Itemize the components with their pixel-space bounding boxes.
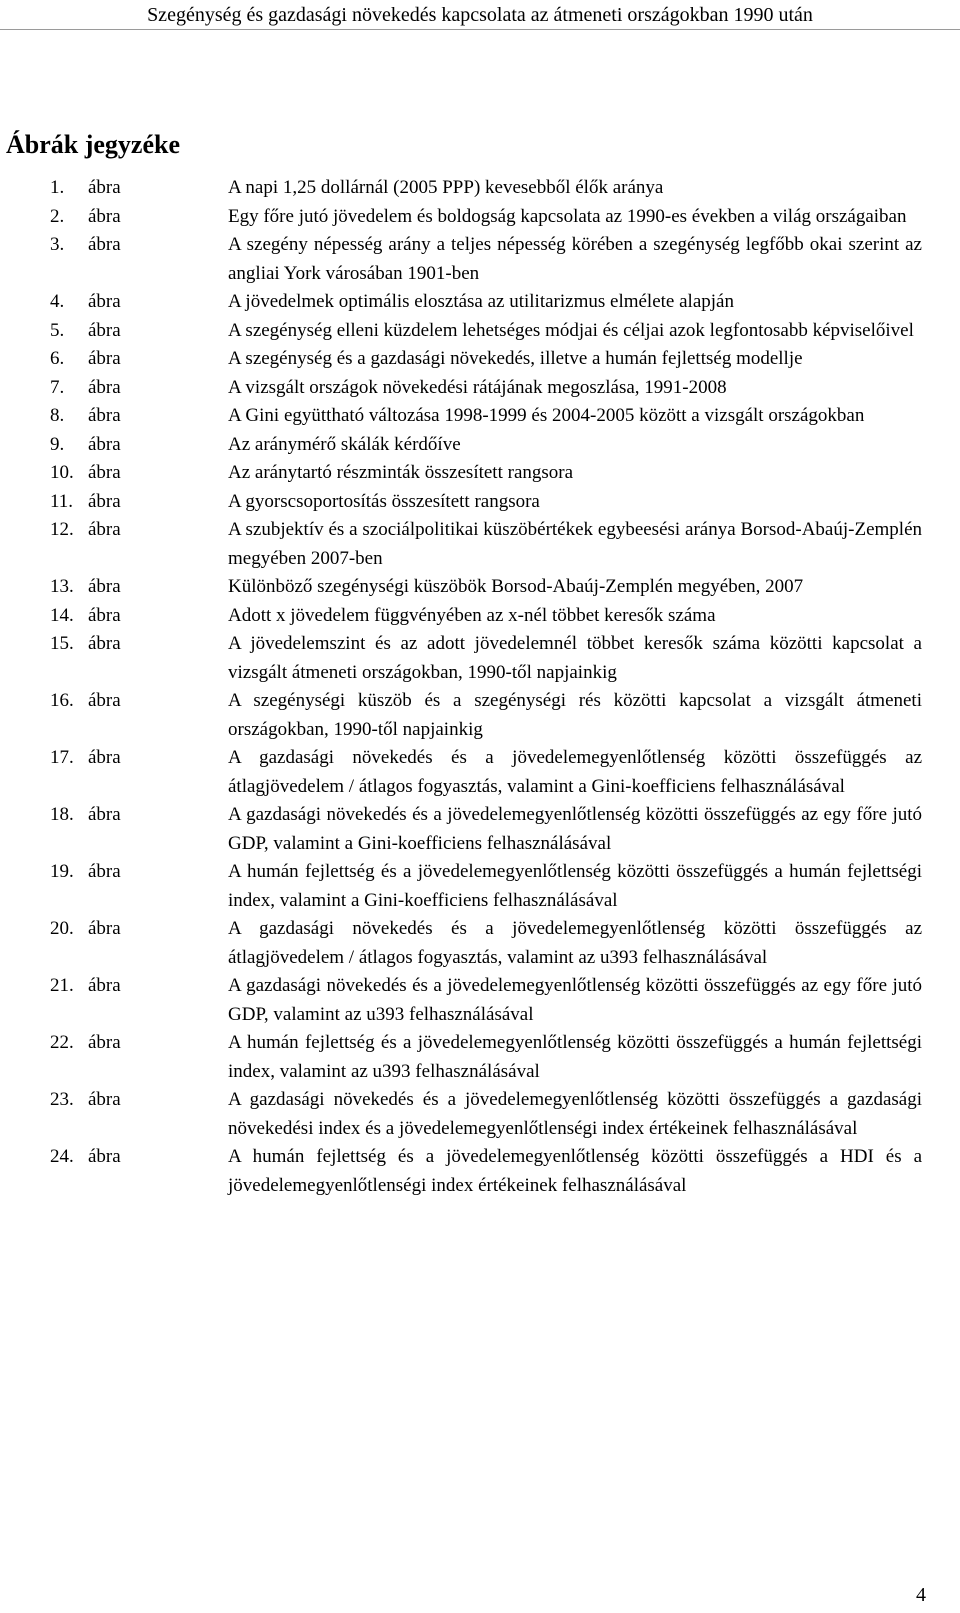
running-header	[0, 0, 960, 30]
figure-label: ábra	[88, 177, 121, 198]
figure-number: 11.	[50, 490, 74, 512]
figure-label: ábra	[88, 405, 121, 426]
figure-number: 4.	[50, 291, 65, 312]
figure-number: 16.	[50, 690, 74, 711]
figure-number: 5.	[50, 319, 65, 341]
list-item	[50, 801, 950, 858]
figure-title: A humán fejlettség és a jövedelemegyenlőtlenség közötti összefüggés a HDI és a jövedelemegyenlőtlenségi index értékeinek felhasználásával	[228, 1146, 922, 1196]
figure-number: 2.	[50, 205, 65, 227]
figure-number: 22.	[50, 1032, 74, 1053]
figure-title: A szegénység elleni küzdelem lehetséges módjai és céljai azok legfontosabb képviselőivel	[228, 319, 914, 341]
list-item	[50, 744, 950, 801]
figure-number: 6.	[50, 348, 65, 369]
figure-title: A szegénység és a gazdasági növekedés, illetve a humán fejlettség modellje	[228, 348, 803, 369]
figure-label: ábra	[88, 861, 121, 882]
list-item	[50, 573, 950, 602]
figure-title: Egy főre jutó jövedelem és boldogság kapcsolata az 1990-es években a világ országaiban	[228, 205, 907, 227]
figure-number: 1.	[50, 177, 65, 198]
list-item	[50, 459, 950, 488]
figure-label: ábra	[88, 205, 121, 227]
figure-number: 13.	[50, 576, 74, 597]
figure-title: A gazdasági növekedés és a jövedelemegyenlőtlenség közötti összefüggés az átlagjövedelem / átlagos fogyasztás, valamint az u393 felhasználásával	[228, 918, 922, 968]
figure-number: 9.	[50, 433, 65, 455]
figure-label: ábra	[88, 1032, 121, 1053]
list-item	[50, 1029, 950, 1086]
figure-label: ábra	[88, 576, 121, 597]
list-item	[50, 915, 950, 972]
figure-title: Az aránytartó részminták összesített rangsora	[228, 462, 574, 483]
list-item	[50, 203, 950, 232]
figure-title: A vizsgált országok növekedési rátájának megoszlása, 1991-2008	[228, 376, 727, 398]
figure-label: ábra	[88, 234, 121, 255]
figure-number: 14.	[50, 604, 74, 626]
list-item	[50, 431, 950, 460]
figure-number: 18.	[50, 804, 74, 825]
figure-number: 17.	[50, 747, 74, 768]
figure-label: ábra	[88, 690, 121, 711]
figure-title: Az aránymérő skálák kérdőíve	[228, 433, 461, 455]
figure-title: A gazdasági növekedés és a jövedelemegyenlőtlenség közötti összefüggés az egy főre jutó GDP, valamint a Gini-koefficiens felhasználásával	[228, 804, 922, 854]
figure-title: A Gini együttható változása 1998-1999 és 2004-2005 között a vizsgált országokban	[228, 405, 865, 426]
list-item	[50, 231, 950, 288]
figure-title: A gyorscsoportosítás összesített rangsora	[228, 490, 540, 512]
figure-number: 7.	[50, 376, 65, 398]
list-item	[50, 174, 950, 203]
figure-title: A humán fejlettség és a jövedelemegyenlőtlenség közötti összefüggés a humán fejlettségi index, valamint a Gini-koefficiens felhasználásával	[228, 861, 922, 911]
list-item	[50, 374, 950, 403]
running-header-title: Szegénység és gazdasági növekedés kapcsolata az átmeneti országokban 1990 után	[147, 4, 813, 26]
figure-label: ábra	[88, 1089, 121, 1110]
figure-number: 8.	[50, 405, 65, 426]
list-item	[50, 317, 950, 346]
list-item	[50, 402, 950, 431]
figure-number: 23.	[50, 1089, 74, 1110]
figure-number: 10.	[50, 462, 74, 483]
figure-title: A szegény népesség arány a teljes népesség körében a szegénység legfőbb okai szerint az angliai York városában 1901-ben	[228, 234, 922, 284]
figure-number: 19.	[50, 861, 74, 882]
figure-title: A gazdasági növekedés és a jövedelemegyenlőtlenség közötti összefüggés az egy főre jutó GDP, valamint az u393 felhasználásával	[228, 975, 922, 1025]
figure-label: ábra	[88, 291, 121, 312]
page-number: 4	[916, 1584, 926, 1606]
figure-label: ábra	[88, 433, 121, 455]
figure-title: A gazdasági növekedés és a jövedelemegyenlőtlenség közötti összefüggés az átlagjövedelem / átlagos fogyasztás, valamint a Gini-koefficiens felhasználásával	[228, 747, 922, 797]
figure-number: 21.	[50, 975, 74, 996]
figure-title: A szegénységi küszöb és a szegénységi rés közötti kapcsolat a vizsgált átmeneti országokban, 1990-től napjainkig	[228, 690, 922, 740]
figure-title: A gazdasági növekedés és a jövedelemegyenlőtlenség közötti összefüggés a gazdasági növekedési index és a jövedelemegyenlőtlenségi index értékeinek felhasználásával	[228, 1089, 922, 1139]
figure-number: 15.	[50, 633, 74, 654]
page-title: Ábrák jegyzéke	[6, 130, 181, 159]
figure-label: ábra	[88, 747, 121, 768]
figure-title: A jövedelemszint és az adott jövedelemnél többet keresők száma közötti kapcsolat a vizsgált átmeneti országokban, 1990-től napjainkig	[228, 633, 922, 683]
figure-label: ábra	[88, 348, 121, 369]
list-item	[50, 858, 950, 915]
figure-label: ábra	[88, 633, 121, 654]
list-item	[50, 602, 950, 631]
figure-title: A jövedelmek optimális elosztása az utilitarizmus elmélete alapján	[228, 291, 734, 312]
list-item	[50, 972, 950, 1029]
figure-label: ábra	[88, 1146, 121, 1167]
figure-list	[50, 174, 950, 1200]
list-item	[50, 288, 950, 317]
list-item	[50, 345, 950, 374]
figure-label: ábra	[88, 319, 121, 341]
figure-label: ábra	[88, 804, 121, 825]
list-item	[50, 1086, 950, 1143]
figure-number: 24.	[50, 1146, 74, 1167]
list-item	[50, 1143, 950, 1200]
figure-number: 12.	[50, 519, 74, 540]
figure-title: A szubjektív és a szociálpolitikai küszöbértékek egybeesési aránya Borsod-Abaúj-Zemplén megyében 2007-ben	[228, 519, 922, 569]
figure-label: ábra	[88, 519, 121, 540]
figure-title: A napi 1,25 dollárnál (2005 PPP) kevesebből élők aránya	[228, 177, 664, 198]
figure-label: ábra	[88, 975, 121, 996]
figure-title: Adott x jövedelem függvényében az x-nél többet keresők száma	[228, 604, 716, 626]
figure-label: ábra	[88, 462, 121, 483]
figure-label: ábra	[88, 918, 121, 939]
figure-title: A humán fejlettség és a jövedelemegyenlőtlenség közötti összefüggés a humán fejlettségi index, valamint az u393 felhasználásával	[228, 1032, 922, 1082]
figure-number: 3.	[50, 234, 65, 255]
list-item	[50, 516, 950, 573]
list-item	[50, 687, 950, 744]
figure-title: Különböző szegénységi küszöbök Borsod-Abaúj-Zemplén megyében, 2007	[228, 576, 804, 597]
list-item	[50, 488, 950, 517]
figure-label: ábra	[88, 604, 121, 626]
figure-label: ábra	[88, 490, 121, 512]
figure-label: ábra	[88, 376, 121, 398]
list-item	[50, 630, 950, 687]
figure-number: 20.	[50, 918, 74, 939]
